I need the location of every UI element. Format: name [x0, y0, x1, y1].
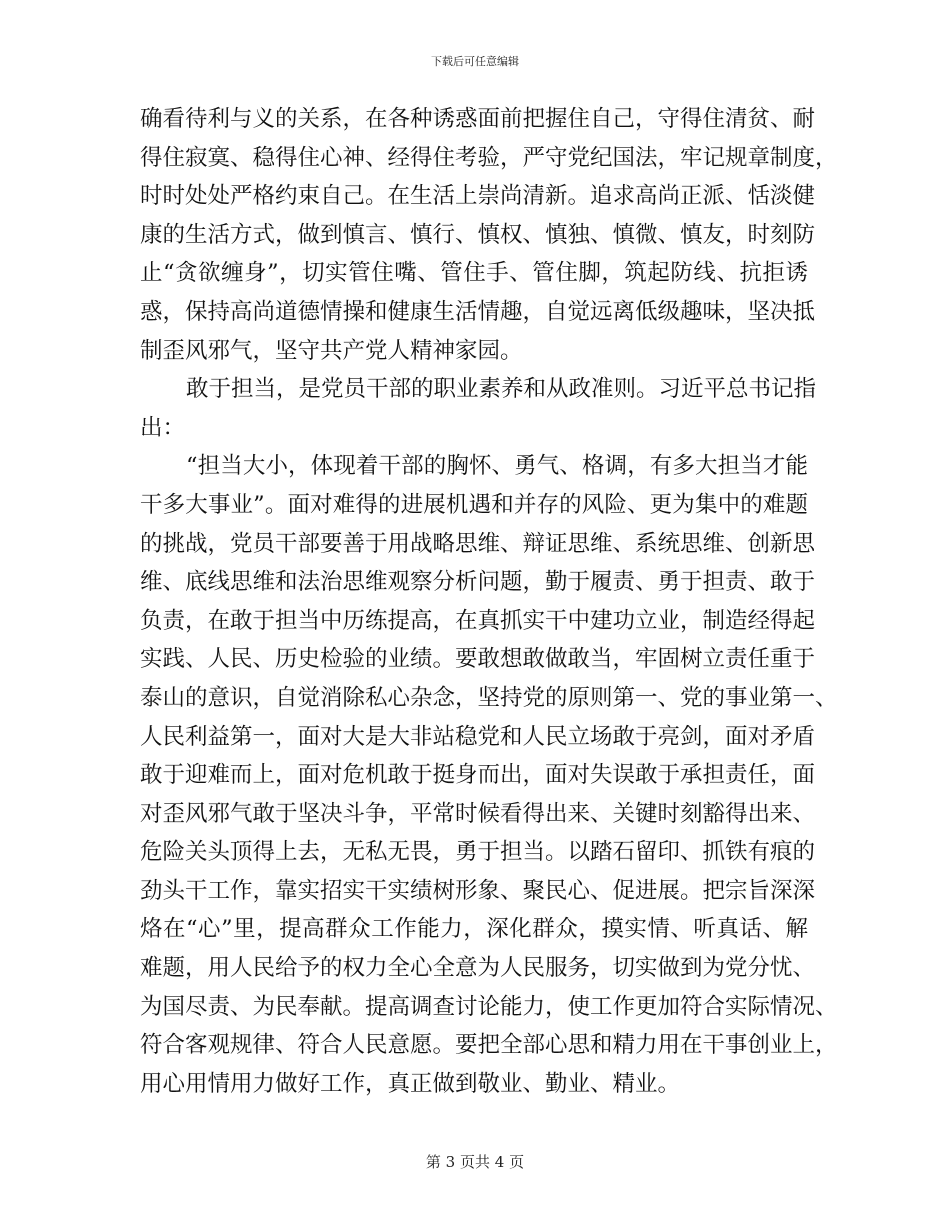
text-line: 负责，在敢于担当中历练提高，在真抓实干中建功立业，制造经得起 [140, 607, 816, 634]
text-line: 泰山的意识，自觉消除私心杂念，坚持党的原则第一、党的事业第一、 [140, 684, 838, 711]
text-line: 敢于迎难而上，面对危机敢于挺身而出，面对失误敢于承担责任，面 [140, 762, 816, 789]
text-line: 敢于担当，是党员干部的职业素养和从政准则。习近平总书记指 [186, 376, 817, 403]
text-line: “担当大小，体现着干部的胸怀、勇气、格调，有多大担当才能 [186, 453, 808, 480]
page-number: 第 3 页共 4 页 [425, 1153, 525, 1171]
text-line: 制歪风邪气，坚守共产党人精神家园。 [140, 337, 523, 364]
text-line: 时时处处严格约束自己。在生活上崇尚清新。追求高尚正派、恬淡健 [140, 183, 816, 210]
paragraph-1 [140, 100, 838, 370]
text-line: 危险关头顶得上去，无私无畏，勇于担当。以踏石留印、抓铁有痕的 [140, 839, 816, 866]
text-line: 维、底线思维和法治思维观察分析问题，勤于履责、勇于担责、敢于 [140, 569, 816, 596]
text-line: 出： [140, 414, 186, 441]
page-header: 下载后可任意编辑 [431, 55, 519, 68]
paragraph-3 [140, 447, 838, 1103]
text-line: 对歪风邪气敢于坚决斗争，平常时候看得出来、关键时刻豁得出来、 [140, 800, 816, 827]
text-line: 人民利益第一，面对大是大非站稳党和人民立场敢于亮剑，面对矛盾 [140, 723, 816, 750]
text-line: 干多大事业”。面对难得的进展机遇和并存的风险、更为集中的难题 [140, 491, 808, 518]
text-line: 难题，用人民给予的权力全心全意为人民服务，切实做到为党分忧、 [140, 955, 816, 982]
text-line: 确看待利与义的关系，在各种诱惑面前把握住自己，守得住清贫、耐 [140, 106, 816, 132]
paragraph-2 [140, 370, 817, 447]
text-line: 康的生活方式，做到慎言、慎行、慎权、慎独、慎微、慎友，时刻防 [140, 221, 816, 248]
text-line: 止“贪欲缠身”，切实管住嘴、管住手、管住脚，筑起防线、抗拒诱 [140, 260, 808, 287]
text-line: 实践、人民、历史检验的业绩。要敢想敢做敢当，牢固树立责任重于 [140, 646, 816, 673]
text-line: 用心用情用力做好工作，真正做到敬业、勤业、精业。 [140, 1070, 681, 1097]
text-line: 惑，保持高尚道德情操和健康生活情趣，自觉远离低级趣味，坚决抵 [140, 298, 816, 325]
document-body [140, 100, 838, 1103]
text-line: 的挑战，党员干部要善于用战略思维、辩证思维、系统思维、创新思 [140, 530, 816, 557]
text-line: 为国尽责、为民奉献。提高调查讨论能力，使工作更加符合实际情况、 [140, 993, 838, 1020]
text-line: 符合客观规律、符合人民意愿。要把全部心思和精力用在干事创业上， [140, 1032, 838, 1059]
text-line: 得住寂寞、稳得住心神、经得住考验，严守党纪国法，牢记规章制度， [140, 144, 838, 171]
text-line: 烙在“心”里，提高群众工作能力，深化群众，摸实情、听真话、解 [140, 916, 808, 943]
text-line: 劲头干工作，靠实招实干实绩树形象、聚民心、促进展。把宗旨深深 [140, 877, 816, 904]
